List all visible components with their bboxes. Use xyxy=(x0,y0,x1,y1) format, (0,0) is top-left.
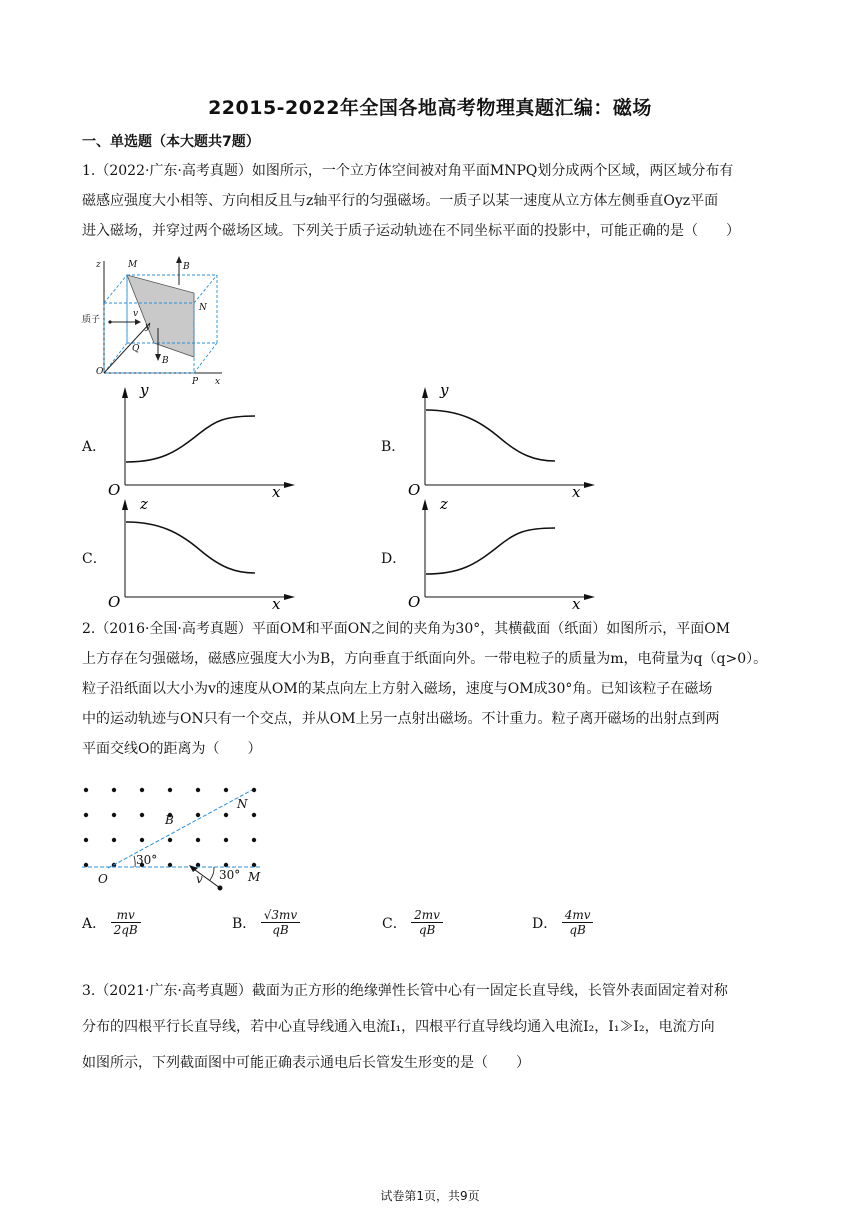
option-1c-letter: C． xyxy=(82,551,107,567)
option-1d-yaxis: z xyxy=(440,495,448,513)
option-2b xyxy=(232,908,300,937)
fig2-label-O: O xyxy=(98,872,108,886)
question-2-text xyxy=(82,614,782,764)
option-2c-numerator: 2mv xyxy=(411,908,443,923)
option-2a-numerator: mv xyxy=(111,908,141,923)
question-3-text xyxy=(82,973,782,1081)
option-1b-graph xyxy=(400,383,600,499)
option-2d-fraction xyxy=(562,908,594,937)
option-2c-fraction xyxy=(411,908,443,937)
fig-label-B-bottom: B xyxy=(162,356,169,366)
option-2d-numerator: 4mv xyxy=(562,908,594,923)
question-1-text xyxy=(82,156,782,246)
option-1c-xaxis: x xyxy=(272,595,281,611)
option-1b-yaxis: y xyxy=(440,383,449,399)
fig2-label-M: M xyxy=(248,870,261,884)
option-2c-denominator: qB xyxy=(418,923,436,937)
option-1a-graph xyxy=(100,383,300,499)
question-2-line: 上方存在匀强磁场，磁感应强度大小为B，方向垂直于纸面向外。一带电粒子的质量为m，电荷量为q（q>0）。 xyxy=(82,651,768,667)
question-2-line: 粒子沿纸面以大小为v的速度从OM的某点向左上方射入磁场，速度与OM成30°角。已知该粒子在磁场 xyxy=(82,681,713,697)
field-dot xyxy=(84,788,88,792)
field-dot xyxy=(224,813,228,817)
fig-label-z: z xyxy=(96,260,101,270)
page-title: 22015-2022年全国各地高考物理真题汇编：磁场 xyxy=(208,97,652,119)
question-1-line: 磁感应强度大小相等、方向相反且与z轴平行的匀强磁场。一质子以某一速度从立方体左侧垂直Oyz平面 xyxy=(82,193,719,209)
field-dot xyxy=(252,813,256,817)
option-1a-origin: O xyxy=(108,481,121,499)
option-2a xyxy=(82,908,141,937)
question-2-line: 平面交线O的距离为（ ） xyxy=(82,741,262,757)
option-2d xyxy=(532,908,593,937)
fig-label-v: v xyxy=(133,309,139,319)
fig-label-O: O xyxy=(96,367,104,377)
field-dot xyxy=(168,838,172,842)
option-1a-yaxis: y xyxy=(140,383,149,399)
page-footer: 试卷第1页，共9页 xyxy=(380,1189,480,1203)
option-1a-letter: A． xyxy=(82,439,107,455)
fig-label-M: M xyxy=(128,260,138,270)
field-dot xyxy=(168,788,172,792)
option-1c-origin: O xyxy=(108,593,121,611)
field-dot xyxy=(112,813,116,817)
fig-label-x: x xyxy=(215,377,221,387)
question-2-options xyxy=(82,908,762,948)
option-1d-letter: D． xyxy=(381,551,407,567)
option-1d-graph xyxy=(400,495,600,611)
option-2b-fraction xyxy=(261,908,300,937)
option-2d-letter: D． xyxy=(532,915,558,932)
field-dots-figure xyxy=(80,782,270,892)
fig-label-B-top: B xyxy=(183,262,190,272)
question-3-line: 如图所示，下列截面图中可能正确表示通电后长管发生形变的是（ ） xyxy=(82,1055,530,1071)
fig-label-P: P xyxy=(192,377,199,387)
question-3-line: 分布的四根平行长直导线，若中心直导线通入电流I₁，四根平行直导线均通入电流I₂，I₁≫I₂，电流方向 xyxy=(82,1019,715,1035)
option-2a-letter: A． xyxy=(82,915,107,932)
fig-label-Q: Q xyxy=(132,344,140,354)
option-1d-xaxis: x xyxy=(572,595,581,611)
field-dot xyxy=(84,838,88,842)
cube-figure xyxy=(82,253,232,388)
option-1b-origin: O xyxy=(408,481,421,499)
field-dot xyxy=(196,788,200,792)
option-1b-letter: B． xyxy=(381,439,406,455)
field-dot xyxy=(112,838,116,842)
field-dot xyxy=(252,788,256,792)
option-1c-graph xyxy=(100,495,300,611)
field-dot xyxy=(140,838,144,842)
field-dot xyxy=(252,838,256,842)
fig2-label-N: N xyxy=(237,797,248,811)
field-dot xyxy=(224,788,228,792)
question-3-line: 3.（2021·广东·高考真题）截面为正方形的绝缘弹性长管中心有一固定长直导线，长管外表面固定着对称 xyxy=(82,983,728,999)
option-2c-letter: C． xyxy=(382,915,407,932)
field-dot xyxy=(196,813,200,817)
field-dot xyxy=(112,788,116,792)
question-2-line: 2.（2016·全国·高考真题）平面OM和平面ON之间的夹角为30°，其横截面（纸面）如图所示，平面OM xyxy=(82,621,731,637)
question-1-line: 进入磁场，并穿过两个磁场区域。下列关于质子运动轨迹在不同坐标平面的投影中，可能正确的是（ ） xyxy=(82,223,740,239)
fig2-label-v: v xyxy=(196,872,203,886)
fig2-label-angle1: 30° xyxy=(136,853,158,867)
field-dot xyxy=(196,838,200,842)
option-2b-numerator: √3mv xyxy=(261,908,300,923)
option-2b-denominator: qB xyxy=(272,923,289,937)
option-2b-letter: B． xyxy=(232,915,257,932)
section-heading: 一、单选题（本大题共7题） xyxy=(82,134,260,150)
option-1b-xaxis: x xyxy=(572,483,581,499)
question-1-line: 1.（2022·广东·高考真题）如图所示，一个立方体空间被对角平面MNPQ划分成两个区域，两区域分布有 xyxy=(82,163,734,179)
option-2a-fraction xyxy=(111,908,141,937)
option-2d-denominator: qB xyxy=(569,923,586,937)
option-2a-denominator: 2qB xyxy=(113,923,138,937)
field-dot xyxy=(84,813,88,817)
fig-label-y: y xyxy=(145,322,151,332)
field-dot xyxy=(140,813,144,817)
option-1d-origin: O xyxy=(408,593,421,611)
option-1a-xaxis: x xyxy=(272,483,281,499)
fig-label-proton: 质子 xyxy=(82,315,101,325)
field-dot xyxy=(140,788,144,792)
question-2-line: 中的运动轨迹与ON只有一个交点，并从OM上另一点射出磁场。不计重力。粒子离开磁场的出射点到两 xyxy=(82,711,720,727)
option-1c-yaxis: z xyxy=(140,495,148,513)
fig2-label-B: B xyxy=(165,813,174,827)
field-dot xyxy=(224,838,228,842)
option-2c xyxy=(382,908,443,937)
fig-label-N: N xyxy=(199,303,207,313)
fig2-label-angle2: 30° xyxy=(219,868,241,882)
